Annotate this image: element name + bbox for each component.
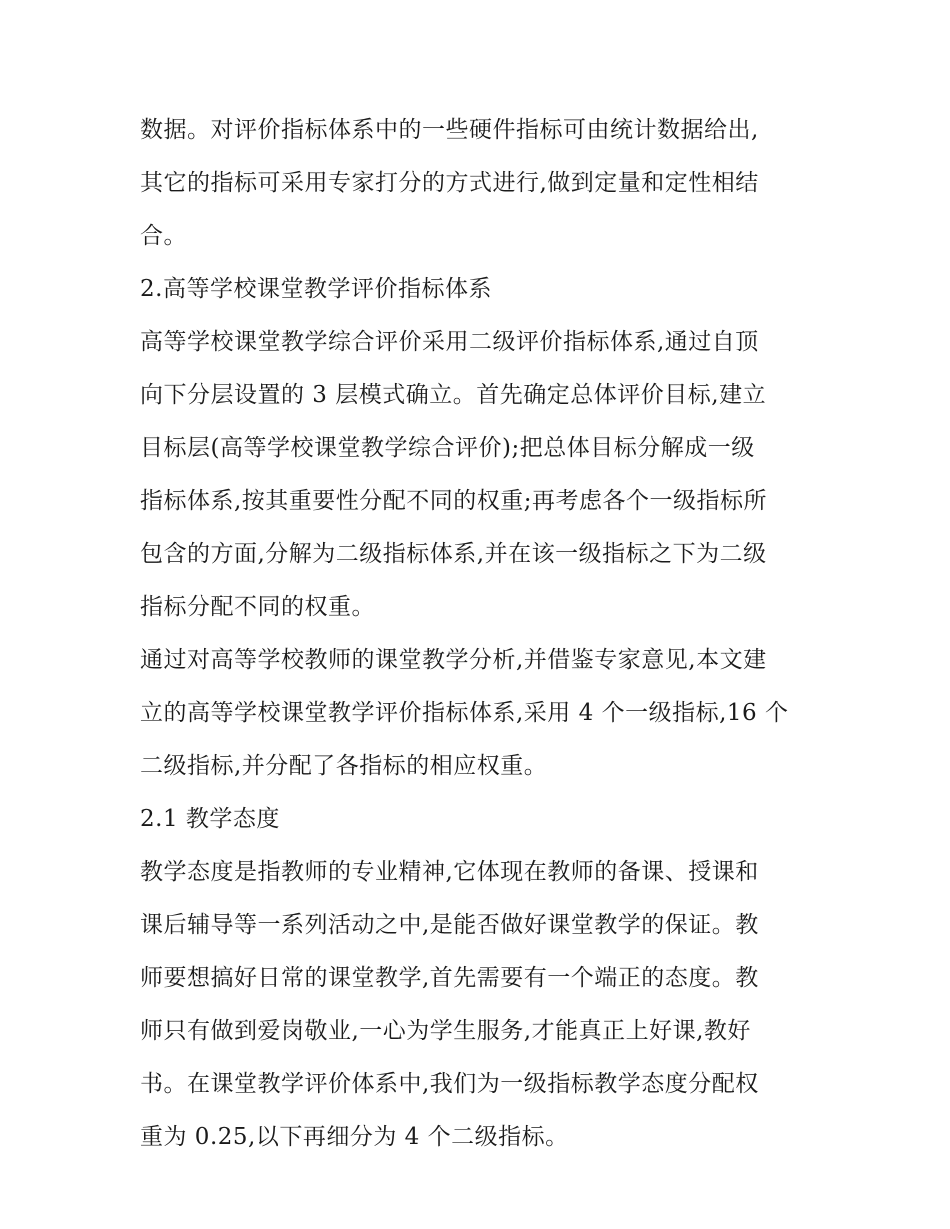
paragraph-line: 书。在课堂教学评价体系中,我们为一级指标教学态度分配权 [140, 1071, 759, 1097]
section-heading: 2.高等学校课堂教学评价指标体系 [140, 276, 492, 302]
paragraph-line: 课后辅导等一系列活动之中,是能否做好课堂教学的保证。教 [140, 912, 759, 938]
paragraph-line: 高等学校课堂教学综合评价采用二级评价指标体系,通过自顶 [140, 329, 759, 355]
paragraph-line: 数据。对评价指标体系中的一些硬件指标可由统计数据给出, [140, 117, 759, 143]
paragraph-line: 教学态度是指教师的专业精神,它体现在教师的备课、授课和 [140, 859, 759, 885]
paragraph-line: 指标分配不同的权重。 [140, 594, 375, 620]
paragraph-line: 向下分层设置的 3 层模式确立。首先确定总体评价目标,建立 [140, 382, 767, 408]
paragraph-line: 其它的指标可采用专家打分的方式进行,做到定量和定性相结 [140, 170, 759, 196]
paragraph-line: 师要想搞好日常的课堂教学,首先需要有一个端正的态度。教 [140, 965, 759, 991]
paragraph-line: 目标层(高等学校课堂教学综合评价);把总体目标分解成一级 [140, 435, 755, 461]
paragraph-line: 重为 0.25,以下再细分为 4 个二级指标。 [140, 1124, 569, 1150]
document-page [140, 110, 810, 1170]
paragraph-line: 师只有做到爱岗敬业,一心为学生服务,才能真正上好课,教好 [140, 1018, 751, 1044]
paragraph-line: 二级指标,并分配了各指标的相应权重。 [140, 753, 548, 779]
subsection-heading: 2.1 教学态度 [140, 806, 280, 832]
paragraph-line: 立的高等学校课堂教学评价指标体系,采用 4 个一级指标,16 个 [140, 700, 789, 726]
paragraph-line: 通过对高等学校教师的课堂教学分析,并借鉴专家意见,本文建 [140, 647, 767, 673]
paragraph-line: 合。 [140, 223, 187, 249]
paragraph-line: 包含的方面,分解为二级指标体系,并在该一级指标之下为二级 [140, 541, 767, 567]
paragraph-line: 指标体系,按其重要性分配不同的权重;再考虑各个一级指标所 [140, 488, 768, 514]
